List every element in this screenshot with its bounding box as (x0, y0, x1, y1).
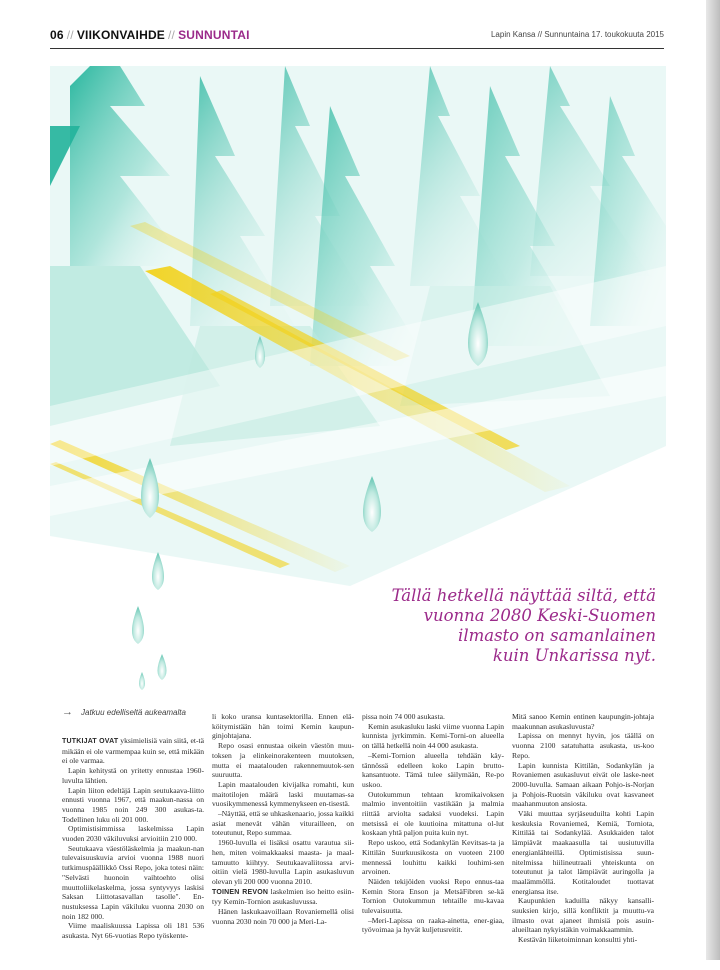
paragraph-text: li koko uransa kuntasektorilla. Ennen elä-köitymistään hän toimi Kemin kaupun-ginjohtajana. (212, 712, 354, 741)
paragraph-text: Lapin liiton edeltäjä Lapin seutukaava-liitto ennusti vuonna 1967, että maakun-nassa on vuonna 1985 noin 249 300 asukas-ta. Todellinen luku oli 201 000. (62, 785, 204, 824)
paragraph-text: Kemin asukasluku laski viime vuonna Lapin kunnista jyrkimmin. Kemi-Torni-on alueella on tällä hetkellä noin 44 000 asukasta. (362, 721, 504, 751)
paragraph (212, 780, 354, 809)
article-column-1 (62, 736, 204, 970)
paragraph (512, 809, 654, 896)
continued-note (62, 706, 186, 718)
paragraph (512, 731, 654, 760)
paragraph-text: Lapin maatalouden kivijalka romahti, kun maitotilojen määrä laski muutamas-sa vuosikymmenessä kymmenykseen en-tisestä. (212, 779, 354, 809)
paragraph (212, 712, 354, 741)
paragraph-text: yksimielisiä vain siitä, et-tä mikään ei ole varmempaa kuin se, että mikään ei ole varmaa. (62, 736, 204, 766)
paragraph (212, 838, 354, 887)
paragraph-text: Lapin kehitystä on yritetty ennustaa 1960-luvulta lähtien. (62, 766, 204, 785)
quote-line-4: kuin Unkarissa nyt. (492, 646, 656, 665)
paragraph-text: Seutukaava väestöläskelmia ja maakun-nan tulevaisuuskuvia arvioi vuonna 1988 nuori tutkimuspäällikkö Ossi Repo, joka totesi näin: "Selvästi huonoin vaihtoehto olisi muuttoliikelaskelma, jossa syntyvyys laskisi Saksan Liittotasavallan tasolle". En-nustuksessa Lapin väkiluku vuonna 2030 on noin 182 000. (62, 843, 204, 921)
paragraph (362, 751, 504, 790)
paragraph-text: Repo uskoo, että Sodankylän Kevitsas-ta ja Kittilän Suurkuusikosta on vuoteen 2100 mennessä louhittu kaikki louhimi-sen arvoinen. (362, 838, 504, 877)
paragraph (62, 824, 204, 843)
lead-in: TUTKIJAT OVAT (62, 738, 119, 745)
quote-line-3: ilmasto on samanlainen (458, 626, 656, 645)
paragraph-text: Outokummun tehtaan kromikaivoksen malmio inventoitiin vastikään ja malmia riittää arviolta sadaksi vuodeksi. Lapin metsissä ei ole kuutioina mitattuna ol-lut koskaan yhtä paljon puita kuin nyt. (362, 789, 504, 838)
article-column-4 (512, 712, 654, 946)
paragraph (362, 712, 504, 722)
header-separator-2: // (168, 28, 176, 42)
paragraph (212, 741, 354, 780)
paragraph-text: –Kemi-Tornion alueella tehdään käy-tännössä edelleen koko Lapin brutto-kansantuote. Tämä tulee säilymään, Re-po uskoo. (362, 750, 504, 789)
pull-quote (356, 586, 656, 666)
paragraph-text: Näiden tekijöiden vuoksi Repo ennus-taa Kemin Stora Enson ja MetsäFibren se-kä Tornion Outokummun tehtaille mu-kavaa tulevaisuutta. (362, 876, 504, 916)
section-day: SUNNUNTAI (178, 28, 250, 42)
section-name: VIIKONVAIHDE (76, 28, 166, 42)
paragraph (362, 790, 504, 839)
paragraph (62, 736, 204, 766)
paragraph (62, 844, 204, 922)
paragraph (512, 761, 654, 810)
page-header (50, 26, 664, 49)
paragraph-text: 1960-luvulla ei lisäksi osattu varautua sii-hen, miten voimakkaaksi maasta- ja maal-tamuutto kiihtyy. Seutukaavaliitossa arvi-oitiin vielä 1980-luvulla Lapin asukasluvun olevan yli 200 000 vuonna 2010. (212, 838, 354, 886)
paragraph-text: pissa noin 74 000 asukasta. (362, 712, 445, 721)
paragraph-text: Repo osasi ennustaa oikein väestön muu-toksen ja elinkeinorakenteen muutoksen, mutta ei maatalouden rakennemuutok-sen suuruutta. (212, 741, 354, 780)
paragraph-text: –Näyttää, että se uhkaskenaario, jossa kaikki asiat menevät vähän viturailleen, on toteutunut, Repo summaa. (212, 809, 354, 838)
paragraph-text: Väki muuttaa syrjäseuduilta kohti Lapin keskuksia Rovaniemeä, Kemiä, Torniota, Kittilää tai Sodankylää. Asukkaiden talot lämpiävät maakaasulla tai uusiutuvilla energianlähteillä. Optimistisissa suun-nitelmissa hiilineutraali yhteiskunta on toteutunut ja talot lämpiävät auringolla ja maalämmöllä. Kotitaloudet tuottavat energiansa itse. (512, 809, 654, 896)
header-left (50, 28, 250, 42)
paragraph (212, 907, 354, 926)
paragraph-text: Optimistisimmissa laskelmissa Lapin vuoden 2030 väkiluvuksi arvioitiin 210 000. (62, 824, 204, 844)
paragraph-text: Lapissa on mennyt hyvin, jos täällä on vuonna 2100 satatuhatta asukasta, us-koo Repo. (512, 731, 654, 760)
quote-line-1: Tällä hetkellä näyttää siltä, että (391, 586, 656, 605)
paragraph (362, 722, 504, 751)
arrow-right-icon: → (62, 706, 73, 718)
paragraph-text: –Meri-Lapissa on raaka-ainetta, ener-giaa, työvoimaa ja hyvät kuljetusreitit. (362, 915, 504, 935)
paragraph (212, 887, 354, 907)
paragraph-text: Mitä sanoo Kemin entinen kaupungin-johtaja maakunnan asukasluvusta? (512, 712, 654, 731)
header-separator: // (66, 28, 74, 42)
paragraph-text: Viime maaliskuussa Lapissa oli 181 536 asukasta. Nyt 66-vuotias Repo työskente- (62, 921, 204, 941)
paragraph-text: Kaupunkien kaduilla näkyy kansalli-suuksien kirjo, sillä konfliktit ja muuttu-va ilmasto ovat ajaneet ihmisiä pois asuin-alueiltaan nykyistäkin voimakkaammin. (512, 896, 654, 935)
article-column-3 (362, 712, 504, 946)
page-number: 06 (50, 28, 64, 42)
continued-text: Jatkuu edelliseltä aukeamalta (81, 708, 186, 717)
paragraph (212, 809, 354, 838)
paragraph (512, 935, 654, 945)
paragraph (62, 766, 204, 785)
paragraph-text: Hänen laskukaavoillaan Rovaniemellä olisi vuonna 2030 noin 70 000 ja Meri-La- (212, 907, 354, 926)
paragraph (362, 916, 504, 935)
quote-line-2: vuonna 2080 Keski-Suomen (423, 606, 656, 625)
paragraph-text: Kestävän liiketoiminnan konsultti yhti- (518, 935, 638, 945)
lead-in: TOINEN REVON (212, 888, 269, 896)
paragraph (62, 786, 204, 825)
paragraph-text: Lapin kunnista Kittilän, Sodankylän ja Rovaniemen asukasluvut eivät ole laske-neet 2000-luvulla. Samaan aikaan Pohjo-is-Norjan ja Pohjois-Ruotsin väkiluku ovat kasvaneet maahanmuuton ansiosta. (512, 760, 654, 809)
article-column-2 (212, 712, 354, 946)
paragraph (362, 838, 504, 877)
page-edge (706, 0, 720, 960)
paragraph (362, 877, 504, 916)
paragraph (512, 712, 654, 731)
publication-info: Lapin Kansa // Sunnuntaina 17. toukokuuta 2015 (490, 30, 664, 39)
paragraph (62, 921, 204, 940)
paragraph (512, 896, 654, 935)
paragraph-text: laskelmien iso heitto esiin-tyy Kemin-Tornion asukasluvussa. (212, 886, 354, 907)
